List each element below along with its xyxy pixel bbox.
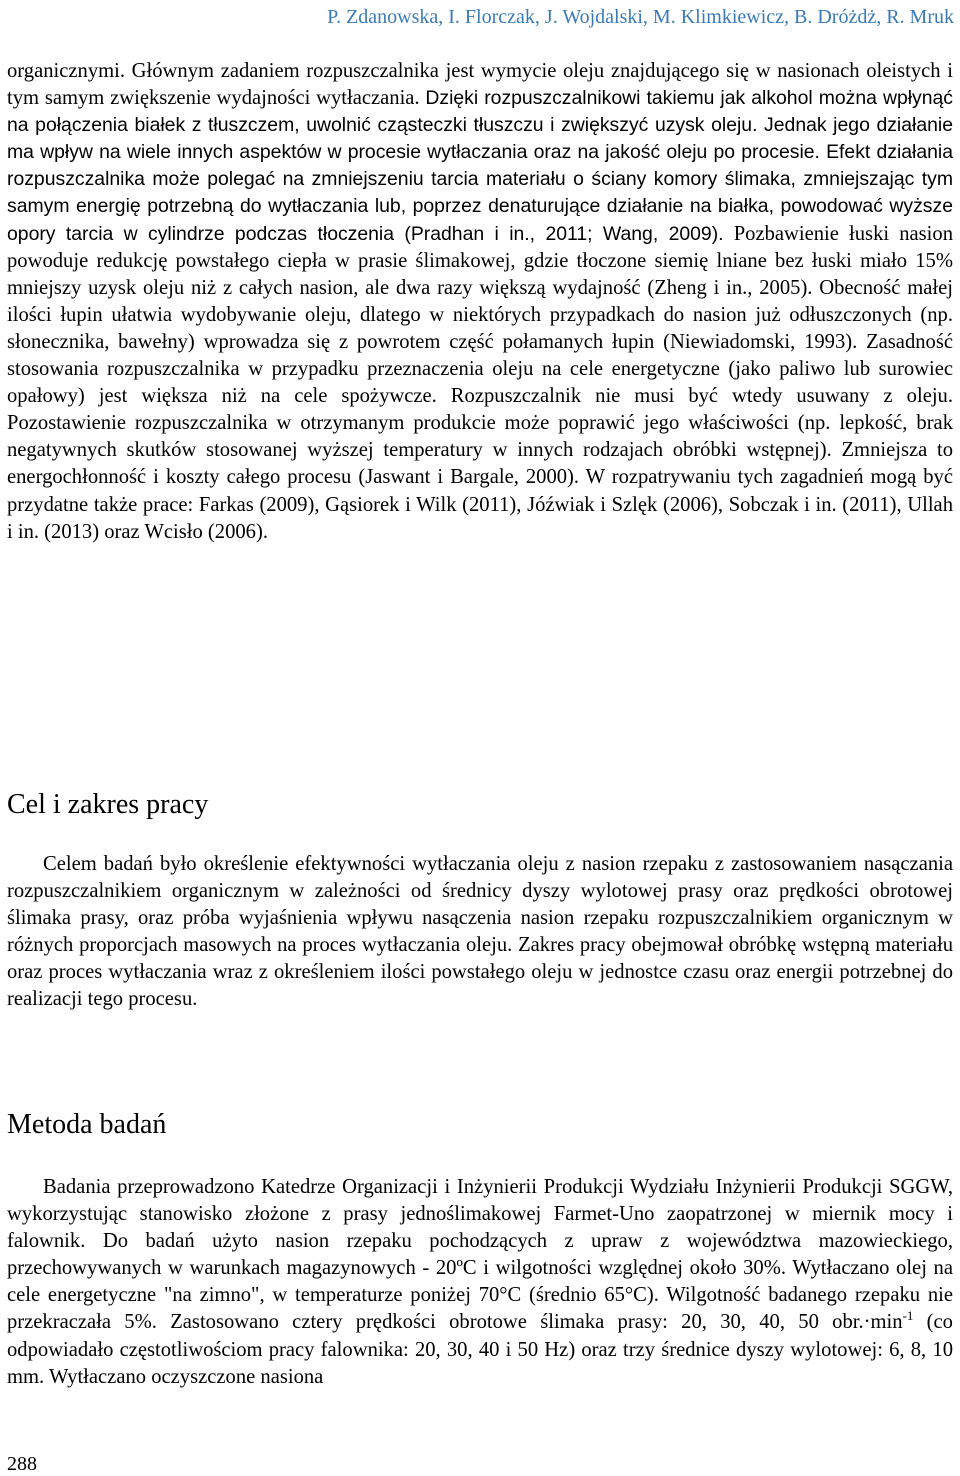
section-heading-metoda: Metoda badań xyxy=(7,1109,167,1140)
metoda-text-a: Badania przeprowadzono Katedrze Organizacji i Inżynierii Produkcji Wydziału Inżynierii Produkcji SGGW, wykorzystując stanowisko złożone z prasy jednoślimakowej Farmet-Uno zaopatrzonej w miernik mocy i falownik. Do badań użyto nasion rzepaku pochodzących z upraw z województwa mazowieckiego, przechowywanych w warunkach magazynowych - 20ºC i wilgotności względnej około 30%. Wytłaczano olej na cele energetyczne "na zimno", w temperaturze poniżej 70°C (średnio 65°C). Wilgotność badanego rzepaku nie przekraczała 5%. Zastosowano cztery prędkości obrotowe ślimaka prasy: 20, 30, 40, 50 obr.·min xyxy=(7,1176,953,1334)
intro-paragraph xyxy=(7,58,953,546)
intro-text-2: Pozbawienie łuski nasion powoduje redukcję powstałego ciepła w prasie ślimakowej, gdzie tłoczone siemię lniane bez łuski miało 15% mniejszy uzysk oleju niż z całych nasion, ale dwa razy większą wydajność (Zheng i in., 2005). Obecność małej ilości łupin ułatwia wydobywanie oleju, dlatego w niektórych przypadkach do nasion już odłuszczonych (np. słonecznika, bawełny) wprowadza się z powrotem część połamanych łupin (Niewiadomski, 1993). Zasadność stosowania rozpuszczalnika w przypadku przeznaczenia oleju na cele energetyczne (jako paliwo lub surowiec opałowy) jest większa niż na cele spożywcze. Rozpuszczalnik nie musi być wtedy usuwany z oleju. Pozostawienie rozpuszczalnika w otrzymanym produkcie może poprawić jego właściwości (np. lepkość, brak negatywnych skutków stosowanej wyższej temperatury w innych rodzajach obróbki wstępnej). Zmniejsza to energochłonność i koszty całego procesu (Jaswant i Bargale, 2000). W rozpatrywaniu tych zagadnień mogą być przydatne także prace: Farkas (2009), Gąsiorek i Wilk (2011), Jóźwiak i Szlęk (2006), Sobczak i in. (2011), Ullah i in. (2013) oraz Wcisło (2006). xyxy=(7,222,953,543)
metoda-superscript: -1 xyxy=(902,1308,914,1324)
metoda-text-b: (co odpowiadało częstotliwościom pracy falownika: 20, 30, 40 i 50 Hz) oraz trzy średnice dyszy wylotowej: 6, 8, 10 mm. Wytłaczano oczyszczone nasiona xyxy=(7,1311,953,1388)
running-header: P. Zdanowska, I. Florczak, J. Wojdalski, M. Klimkiewicz, B. Dróżdż, R. Mruk xyxy=(327,6,954,28)
intro-text-1: organicznymi. Głównym zadaniem rozpuszczalnika jest wymycie oleju znajdującego się w nasionach oleistych i tym samym zwiększenie wydajności wytłaczania. xyxy=(7,60,953,110)
section-body-cel: Celem badań było określenie efektywności wytłaczania oleju z nasion rzepaku z zastosowaniem nasączania rozpuszczalnikiem organicznym w zależności od średnicy dyszy wylotowej prasy oraz prędkości obrotowej ślimaka prasy, oraz próba wyjaśnienia wpływu nasączenia nasion rzepaku rozpuszczalnikiem organicznym w różnych proporcjach masowych na proces wytłaczania oleju. Zakres pracy obejmował obróbkę wstępną materiału oraz proces wytłaczania wraz z określeniem ilości powstałego oleju w jednostce czasu oraz energii potrzebnej do realizacji tego procesu. xyxy=(7,853,953,1011)
section-heading-cel: Cel i zakres pracy xyxy=(7,789,209,820)
intro-text-sans: Dzięki rozpuszczalnikowi takiemu jak alkohol można wpłynąć na połączenia białek z tłuszczem, uwolnić cząsteczki tłuszczu i zwiększyć uzysk oleju. Jednak jego działanie ma wpływ na wiele innych aspektów w procesie wytłaczania oraz na jakość oleju po procesie. Efekt działania rozpuszczalnika może polegać na zmniejszeniu tarcia materiału o ściany komory ślimaka, zmniejszając tym samym energię potrzebną do wytłaczania lub, poprzez denaturujące działanie na białka, powodować wyższe opory tarcia w cylindrze podczas tłoczenia (Pradhan i in., 2011; Wang, 2009). xyxy=(7,87,953,245)
section-body-metoda xyxy=(7,1174,953,1391)
page-number: 288 xyxy=(7,1453,37,1475)
